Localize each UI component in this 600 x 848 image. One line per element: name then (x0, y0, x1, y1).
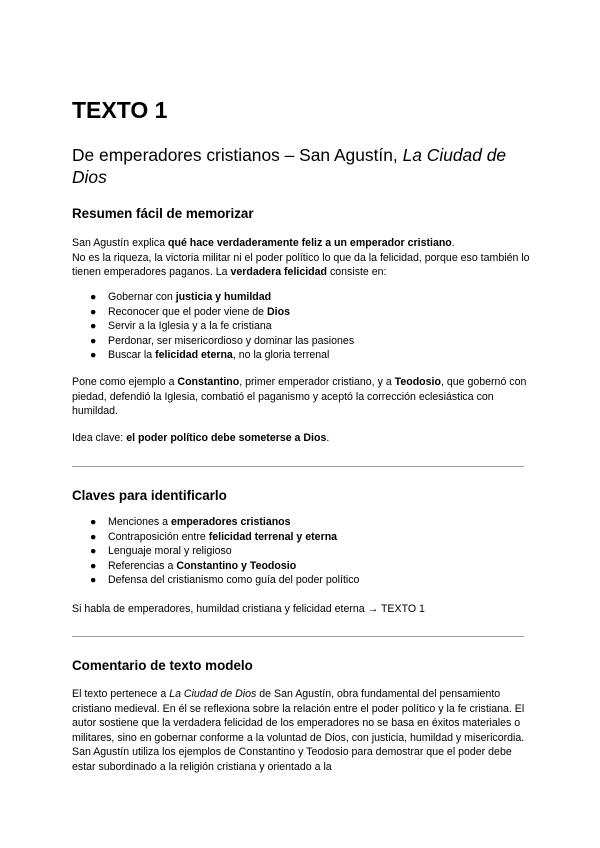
bold-run: qué hace verdaderamente feliz a un emperador cristiano (168, 237, 452, 249)
bold-run: felicidad terrenal y eterna (208, 530, 338, 543)
bullet-icon: ● (90, 334, 97, 347)
text-run: , que gobernó con piedad, defendió la Iglesia, combatió el paganismo y aceptó la corrección eclesiástica con humildad. (72, 376, 527, 418)
subtitle-lead: De emperadores cristianos – San Agustín, (72, 145, 403, 165)
bullet-icon: ● (90, 516, 97, 528)
section-divider (72, 636, 524, 637)
text-run: de San Agustín, obra fundamental del pensamiento cristiano medieval. En él se reflexiona sobre la relación entre el poder político y la fe cristiana. El autor sostiene que la verdadera felicidad de los emperadores no se basa en éxitos materiales o militares, sino en gobernar conforme a la voluntad de Dios, con justicia, humildad y misericordia. San Agustín utiliza los ejemplos de Constantino y Teodosio para demostrar que el poder debe estar subordinado a la religión cristiana y orientado a la (72, 688, 525, 773)
text-run: Menciones a (108, 516, 172, 528)
bullet-icon: ● (90, 530, 97, 543)
list-item (72, 573, 359, 588)
summary-paragraph (72, 236, 532, 280)
list-item (72, 515, 359, 530)
bullet-icon: ● (90, 574, 97, 587)
bold-run: Constantino (177, 376, 240, 388)
text-run: consiste en: (327, 266, 387, 279)
section-heading-keys: Claves para identificarlo (72, 488, 227, 503)
list-item (72, 530, 359, 545)
text-run: Defensa del cristianismo como guía del poder político (108, 574, 360, 587)
list-item (72, 290, 354, 305)
list-item (72, 348, 354, 363)
list-item (72, 544, 359, 559)
text-run: Reconocer que el poder viene de (108, 305, 268, 318)
list-item (72, 334, 354, 349)
text-run: Perdonar, ser misericordioso y dominar las pasiones (108, 334, 355, 347)
bold-run: verdadera felicidad (230, 266, 328, 279)
examples-paragraph (72, 375, 532, 419)
bullet-icon: ● (90, 559, 97, 572)
text-run: San Agustín explica (72, 237, 168, 249)
section-divider (72, 466, 524, 467)
text-run: Buscar la (108, 349, 156, 362)
identification-note: Si habla de emperadores, humildad cristiana y felicidad eterna → TEXTO 1 (72, 603, 425, 615)
text-run: Idea clave: (72, 432, 127, 444)
bold-run: Dios (267, 305, 290, 318)
keys-bullet-list (72, 515, 359, 588)
text-run: El texto pertenece a (72, 688, 170, 700)
text-run: Servir a la Iglesia y a la fe cristiana (108, 320, 272, 333)
text-run: Gobernar con (108, 291, 176, 303)
commentary-paragraph (72, 687, 532, 775)
bullet-icon: ● (90, 305, 97, 318)
key-idea-paragraph (72, 431, 532, 446)
list-item (72, 305, 354, 320)
bullet-icon: ● (90, 349, 97, 362)
summary-bullet-list (72, 290, 354, 363)
document-title: TEXTO 1 (72, 97, 168, 123)
bold-run: justicia y humildad (175, 291, 272, 303)
text-run: , primer emperador cristiano, y a (239, 376, 395, 388)
bold-run: Teodosio (394, 376, 441, 388)
bold-run: emperadores cristianos (171, 516, 291, 528)
text-run: . (451, 237, 455, 249)
subtitle-work-title: La Ciudad de Dios (72, 145, 507, 187)
bullet-icon: ● (90, 545, 97, 558)
bullet-icon: ● (90, 320, 97, 333)
text-run: Lenguaje moral y religioso (108, 545, 232, 558)
text-run: Referencias a (108, 559, 177, 572)
section-heading-commentary: Comentario de texto modelo (72, 658, 253, 673)
text-run: Contraposición entre (108, 530, 209, 543)
list-item (72, 319, 354, 334)
bold-run: Constantino y Teodosio (176, 559, 297, 572)
bullet-icon: ● (90, 291, 97, 303)
bold-run: el poder político debe someterse a Dios (126, 432, 327, 444)
bold-run: felicidad eterna (155, 349, 233, 362)
list-item (72, 559, 359, 574)
document-subtitle (72, 144, 532, 188)
italic-run: La Ciudad de Dios (169, 688, 257, 700)
text-run: Pone como ejemplo a (72, 376, 178, 388)
text-run: . (326, 432, 330, 444)
text-run: No es la riqueza, la victoria militar ni el poder político lo que da la felicidad, porque eso también lo tienen emperadores paganos. La (72, 251, 530, 279)
text-run: , no la gloria terrenal (232, 349, 330, 362)
section-heading-summary: Resumen fácil de memorizar (72, 206, 254, 221)
